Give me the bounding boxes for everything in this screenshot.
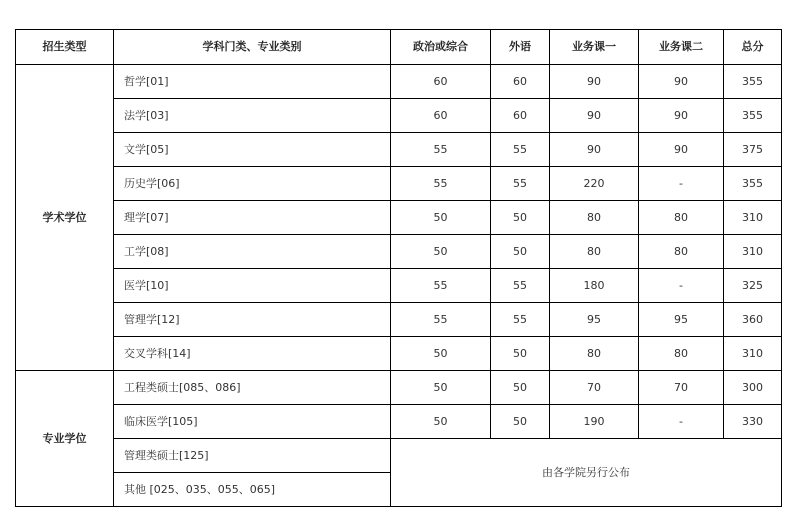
subject-cell: 哲学[01] — [114, 65, 391, 99]
politics-cell: 50 — [391, 201, 491, 235]
course1-cell: 180 — [550, 269, 639, 303]
politics-cell: 55 — [391, 269, 491, 303]
subject-cell: 其他 [025、035、055、065] — [114, 473, 391, 507]
language-cell: 55 — [491, 303, 550, 337]
politics-cell: 50 — [391, 405, 491, 439]
table-row — [16, 167, 782, 201]
course1-cell: 90 — [550, 65, 639, 99]
course1-cell: 90 — [550, 133, 639, 167]
total-cell: 375 — [724, 133, 782, 167]
course2-cell: - — [639, 167, 724, 201]
header-politics: 政治或综合 — [391, 30, 491, 65]
total-cell: 300 — [724, 371, 782, 405]
table-row — [16, 235, 782, 269]
table-row — [16, 65, 782, 99]
table-row — [16, 269, 782, 303]
header-total: 总分 — [724, 30, 782, 65]
table-row — [16, 303, 782, 337]
total-cell: 310 — [724, 201, 782, 235]
language-cell: 50 — [491, 337, 550, 371]
subject-cell: 管理学[12] — [114, 303, 391, 337]
total-cell: 310 — [724, 235, 782, 269]
header-course2: 业务课二 — [639, 30, 724, 65]
header-course1: 业务课一 — [550, 30, 639, 65]
table-row — [16, 439, 782, 473]
score-line-table — [15, 29, 782, 507]
table-row — [16, 99, 782, 133]
politics-cell: 55 — [391, 303, 491, 337]
header-type: 招生类型 — [16, 30, 114, 65]
course2-cell: 70 — [639, 371, 724, 405]
language-cell: 60 — [491, 99, 550, 133]
table-row — [16, 405, 782, 439]
course1-cell: 80 — [550, 337, 639, 371]
politics-cell: 50 — [391, 371, 491, 405]
professional-type-label: 专业学位 — [16, 371, 114, 507]
course2-cell: 80 — [639, 235, 724, 269]
course2-cell: 90 — [639, 133, 724, 167]
subject-cell: 工程类硕士[085、086] — [114, 371, 391, 405]
total-cell: 330 — [724, 405, 782, 439]
subject-cell: 交叉学科[14] — [114, 337, 391, 371]
language-cell: 50 — [491, 371, 550, 405]
course2-cell: - — [639, 269, 724, 303]
subject-cell: 法学[03] — [114, 99, 391, 133]
subject-cell: 工学[08] — [114, 235, 391, 269]
table-row — [16, 371, 782, 405]
subject-cell: 理学[07] — [114, 201, 391, 235]
course2-cell: 80 — [639, 201, 724, 235]
total-cell: 325 — [724, 269, 782, 303]
header-subject: 学科门类、专业类别 — [114, 30, 391, 65]
language-cell: 55 — [491, 269, 550, 303]
course1-cell: 70 — [550, 371, 639, 405]
subject-cell: 文学[05] — [114, 133, 391, 167]
subject-cell: 临床医学[105] — [114, 405, 391, 439]
table-row — [16, 201, 782, 235]
academic-type-label: 学术学位 — [16, 65, 114, 371]
subject-cell: 医学[10] — [114, 269, 391, 303]
course1-cell: 80 — [550, 201, 639, 235]
total-cell: 360 — [724, 303, 782, 337]
total-cell: 355 — [724, 99, 782, 133]
politics-cell: 60 — [391, 99, 491, 133]
table-row — [16, 337, 782, 371]
language-cell: 50 — [491, 235, 550, 269]
course2-cell: 90 — [639, 99, 724, 133]
politics-cell: 55 — [391, 167, 491, 201]
politics-cell: 60 — [391, 65, 491, 99]
total-cell: 355 — [724, 65, 782, 99]
course2-cell: 80 — [639, 337, 724, 371]
politics-cell: 50 — [391, 337, 491, 371]
language-cell: 50 — [491, 201, 550, 235]
announcement-notice: 由各学院另行公布 — [391, 439, 782, 507]
header-row — [16, 30, 782, 65]
language-cell: 50 — [491, 405, 550, 439]
language-cell: 55 — [491, 133, 550, 167]
politics-cell: 55 — [391, 133, 491, 167]
course2-cell: 90 — [639, 65, 724, 99]
course1-cell: 95 — [550, 303, 639, 337]
total-cell: 355 — [724, 167, 782, 201]
course1-cell: 90 — [550, 99, 639, 133]
table-row — [16, 133, 782, 167]
course1-cell: 80 — [550, 235, 639, 269]
subject-cell: 历史学[06] — [114, 167, 391, 201]
language-cell: 60 — [491, 65, 550, 99]
header-language: 外语 — [491, 30, 550, 65]
course1-cell: 190 — [550, 405, 639, 439]
politics-cell: 50 — [391, 235, 491, 269]
course2-cell: - — [639, 405, 724, 439]
language-cell: 55 — [491, 167, 550, 201]
total-cell: 310 — [724, 337, 782, 371]
course1-cell: 220 — [550, 167, 639, 201]
course2-cell: 95 — [639, 303, 724, 337]
subject-cell: 管理类硕士[125] — [114, 439, 391, 473]
